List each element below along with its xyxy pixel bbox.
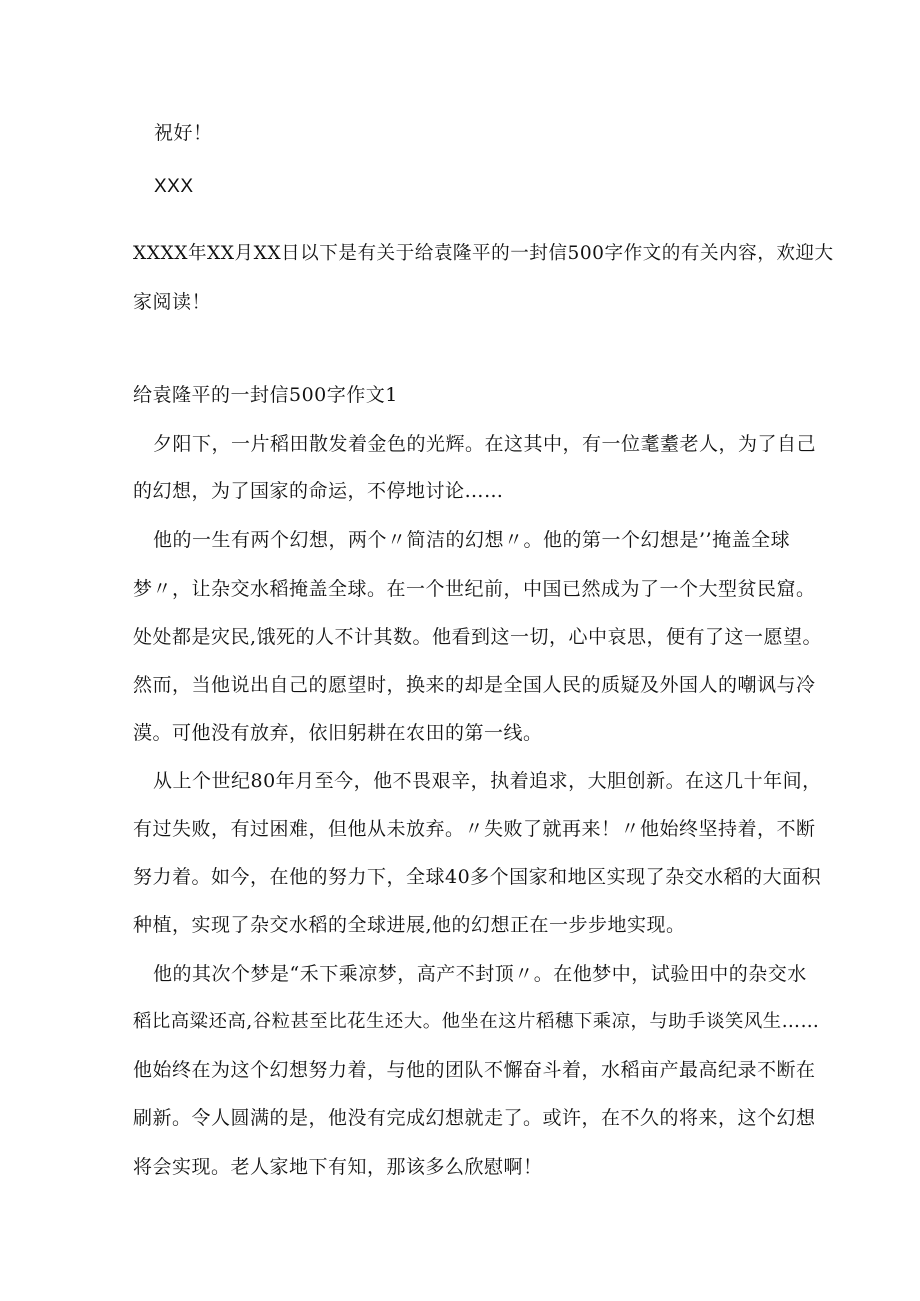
essay-line: 他始终在为这个幻想努力着，与他的团队不懈奋斗着，水稻亩产最高纪录不断在 bbox=[133, 1059, 816, 1081]
essay-title: 给袁隆平的一封信500字作文1 bbox=[133, 384, 398, 406]
letter-closing: 祝好！ bbox=[154, 122, 213, 144]
essay-line: 有过失败，有过困难，但他从未放弃。〃失败了就再来！〃他始终坚持着，不断 bbox=[133, 818, 816, 840]
essay-line: 从上个世纪80年月至今，他不畏艰辛，执着追求，大胆创新。在这几十年间， bbox=[153, 770, 822, 792]
essay-line: 努力着。如今，在他的努力下，全球40多个国家和地区实现了杂交水稻的大面积 bbox=[133, 866, 822, 888]
essay-line: 将会实现。老人家地下有知，那该多么欣慰啊！ bbox=[133, 1156, 543, 1178]
letter-date-line: XXXX年XX月XX日以下是有关于给袁隆平的一封信500字作文的有关内容，欢迎大 bbox=[133, 243, 834, 264]
essay-line: 梦〃，让杂交水稻掩盖全球。在一个世纪前，中国已然成为了一个大型贫民窟。 bbox=[133, 578, 816, 600]
essay-line: 漠。可他没有放弃，依旧躬耕在农田的第一线。 bbox=[133, 722, 543, 744]
essay-line: 种植，实现了杂交水稻的全球进展,他的幻想正在一步步地实现。 bbox=[133, 914, 686, 936]
letter-signature: XXX bbox=[154, 176, 194, 197]
essay-line: 他的一生有两个幻想，两个〃简洁的幻想〃。他的第一个幻想是’’掩盖全球 bbox=[153, 529, 791, 551]
essay-line: 的幻想，为了国家的命运，不停地讨论…… bbox=[133, 480, 504, 502]
essay-line: 处处都是灾民,饿死的人不计其数。他看到这一切，心中哀思，便有了这一愿望。 bbox=[133, 626, 823, 648]
essay-line: 夕阳下，一片稻田散发着金色的光辉。在这其中，有一位耄耋老人，为了自己 bbox=[153, 433, 817, 455]
essay-line: 他的其次个梦是“禾下乘凉梦，高产不封顶〃。在他梦中，试验田中的杂交水 bbox=[153, 963, 807, 985]
letter-date-line-cont: 家阅读！ bbox=[133, 291, 212, 313]
essay-line: 刷新。令人圆满的是，他没有完成幻想就走了。或许，在不久的将来，这个幻想 bbox=[133, 1107, 816, 1129]
essay-line: 稻比高粱还高,谷粒甚至比花生还大。他坐在这片稻穗下乘凉，与助手谈笑风生…… bbox=[133, 1011, 820, 1032]
essay-line: 然而，当他说出自己的愿望时，换来的却是全国人民的质疑及外国人的嘲讽与冷 bbox=[133, 674, 816, 696]
